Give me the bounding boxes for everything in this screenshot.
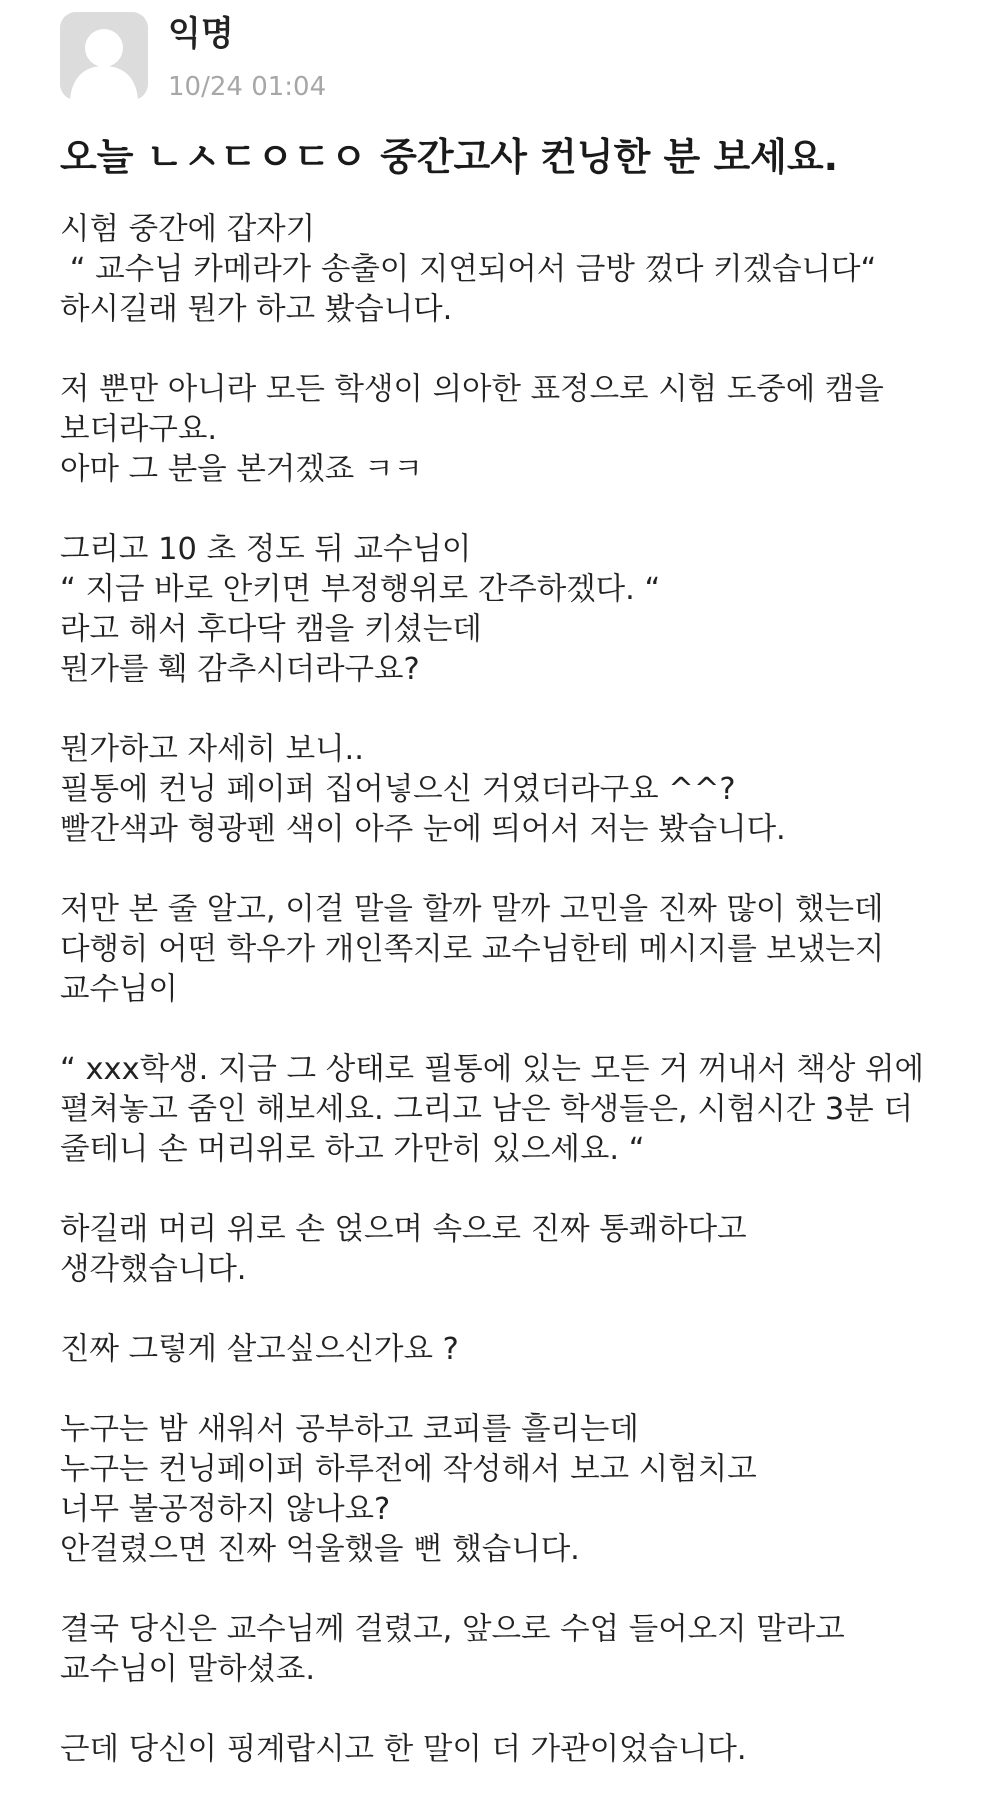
post-body-line (60, 330, 960, 370)
post-body-line (60, 1290, 960, 1330)
post-body-line: 교수님이 (60, 972, 178, 1007)
post-body (60, 210, 960, 1770)
post-body-line: 안걸렸으면 진짜 억울했을 뻔 했습니다. (60, 1532, 580, 1567)
post-body-line: “ xxx학생. 지금 그 상태로 필통에 있는 모든 거 꺼내서 책상 위에 (60, 1052, 924, 1087)
post-body-line: 하시길래 뭔가 하고 봤습니다. (60, 292, 453, 327)
post-body-line: 그리고 10 초 정도 뒤 교수님이 (60, 532, 472, 567)
post-body-line: 라고 해서 후다닥 캠을 키셨는데 (60, 612, 482, 647)
post-body-line: 빨간색과 형광펜 색이 아주 눈에 띄어서 저는 봤습니다. (60, 812, 786, 847)
post-body-line: 줄테니 손 머리위로 하고 가만히 있으세요. “ (60, 1132, 645, 1167)
post-body-line: 펼쳐놓고 줌인 해보세요. 그리고 남은 학생들은, 시험시간 3분 더 (60, 1092, 913, 1127)
post-body-line (60, 1010, 960, 1050)
post-body-line: 하길래 머리 위로 손 얹으며 속으로 진짜 통쾌하다고 (60, 1212, 747, 1247)
post-body-line: 누구는 컨닝페이퍼 하루전에 작성해서 보고 시험치고 (60, 1452, 757, 1487)
post-body-line: 교수님이 말하셨죠. (60, 1652, 316, 1687)
post-body-line (60, 690, 960, 730)
post-body-line (60, 490, 960, 530)
post-body-line: 진짜 그렇게 살고싶으신가요 ? (60, 1332, 459, 1367)
post-body-line: “ 교수님 카메라가 송출이 지연되어서 금방 껐다 키겠습니다“ (60, 252, 877, 287)
post-body-line: 결국 당신은 교수님께 걸렸고, 앞으로 수업 들어오지 말라고 (60, 1612, 845, 1647)
post-body-line (60, 1170, 960, 1210)
post-body-line: 너무 불공정하지 않나요? (60, 1492, 391, 1527)
post-body-line: 저만 본 줄 알고, 이걸 말을 할까 말까 고민을 진짜 많이 했는데 (60, 892, 884, 927)
post-body-line: 근데 당신이 핑계랍시고 한 말이 더 가관이었습니다. (60, 1732, 747, 1767)
post-body-line: “ 지금 바로 안키면 부정행위로 간주하겠다. “ (60, 572, 661, 607)
post-body-line (60, 1570, 960, 1610)
post-body-line: 필통에 컨닝 페이퍼 집어넣으신 거였더라구요 ^^? (60, 772, 736, 807)
post-body-line (60, 1370, 960, 1410)
post-body-line: 시험 중간에 갑자기 (60, 212, 316, 247)
author-name: 익명 (168, 14, 234, 54)
post-body-line: 뭔가하고 자세히 보니.. (60, 732, 364, 767)
post-title: 오늘 ㄴㅅㄷㅇㄷㅇ 중간고사 컨닝한 분 보세요. (60, 135, 839, 179)
post-header (60, 12, 940, 104)
post-body-line: 누구는 밤 새워서 공부하고 코피를 흘리는데 (60, 1412, 639, 1447)
post-body-line: 아마 그 분을 본거겠죠 ㅋㅋ (60, 452, 423, 487)
post-body-line: 저 뿐만 아니라 모든 학생이 의아한 표정으로 시험 도중에 캠을 (60, 372, 884, 407)
post-timestamp: 10/24 01:04 (168, 72, 327, 102)
avatar[interactable] (60, 12, 148, 100)
anonymous-user-icon (60, 12, 148, 100)
post-body-line: 뭔가를 훽 감추시더라구요? (60, 652, 420, 687)
post-body-line: 다행히 어떤 학우가 개인쪽지로 교수님한테 메시지를 보냈는지 (60, 932, 885, 967)
post-body-line (60, 850, 960, 890)
post-body-line: 생각했습니다. (60, 1252, 247, 1287)
post-body-line (60, 1690, 960, 1730)
post-body-line: 보더라구요. (60, 412, 218, 447)
